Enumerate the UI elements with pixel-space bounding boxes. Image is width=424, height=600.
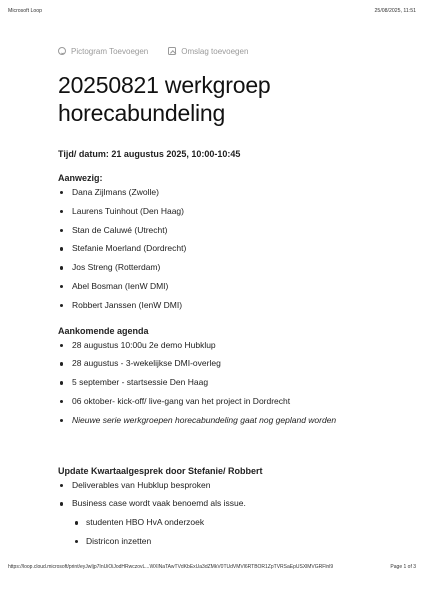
page-title[interactable]: 20250821 werkgroep horecabundeling	[58, 72, 271, 126]
print-footer	[8, 564, 416, 572]
loop-page	[58, 40, 388, 551]
list-item[interactable]: Jos Streng (Rotterdam)	[58, 258, 388, 277]
list-item[interactable]: Stefanie Moerland (Dordrecht)	[58, 239, 388, 258]
add-cover-label: Omslag toevoegen	[181, 46, 249, 56]
print-footer-page: Page 1 of 3	[390, 564, 416, 570]
meeting-time[interactable]: Tijd/ datum: 21 augustus 2025, 10:00-10:45	[58, 149, 241, 159]
print-header	[8, 8, 416, 16]
add-cover-button[interactable]	[168, 47, 248, 56]
add-icon-button[interactable]	[58, 47, 148, 56]
list-item[interactable]: Dana Zijlmans (Zwolle)	[58, 183, 388, 202]
agenda-list	[58, 336, 388, 430]
update-sub-list	[58, 513, 388, 551]
update-list	[58, 476, 388, 514]
add-icon-label: Pictogram Toevoegen	[71, 46, 149, 56]
list-item[interactable]: 06 oktober- kick-off/ live-gang van het project in Dordrecht	[58, 392, 388, 411]
print-footer-url: https://loop.cloud.microsoft/print/eyJwIjp7InUiOiJodHRwczovL...WXlNaTAwTVdKbExUa3dZMkV0TUdVMVl6RTBOR1ZpTVRSaEpUSXlMVGRFlnl9	[8, 564, 334, 570]
print-header-datetime: 25/08/2025, 11:51	[374, 8, 416, 14]
list-item[interactable]: 5 september - startsessie Den Haag	[58, 373, 388, 392]
update-heading[interactable]: Update Kwartaalgesprek door Stefanie/ Robbert	[58, 465, 263, 476]
list-item[interactable]: Districon inzetten	[58, 532, 388, 551]
list-item[interactable]: 28 augustus - 3-wekelijkse DMI-overleg	[58, 354, 388, 373]
page-toolbar	[58, 40, 388, 62]
list-item[interactable]: Deliverables van Hubklup besproken	[58, 476, 388, 495]
list-item[interactable]: Stan de Caluwé (Utrecht)	[58, 221, 388, 240]
attendees-heading[interactable]: Aanwezig:	[58, 173, 103, 183]
print-header-app: Microsoft Loop	[8, 8, 43, 14]
list-item[interactable]: Nieuwe serie werkgroepen horecabundeling gaat nog gepland worden	[58, 411, 388, 430]
list-item[interactable]: Robbert Janssen (IenW DMI)	[58, 296, 388, 315]
agenda-heading[interactable]: Aankomende agenda	[58, 325, 149, 336]
attendees-list	[58, 183, 388, 315]
image-icon	[168, 47, 176, 55]
list-item[interactable]: Abel Bosman (IenW DMI)	[58, 277, 388, 296]
list-item[interactable]: 28 augustus 10:00u 2e demo Hubklup	[58, 336, 388, 355]
list-item[interactable]: Business case wordt vaak benoemd als issue.	[58, 494, 388, 513]
smiley-icon	[58, 47, 66, 55]
list-item[interactable]: Laurens Tuinhout (Den Haag)	[58, 202, 388, 221]
list-item[interactable]: studenten HBO HvA onderzoek	[58, 513, 388, 532]
